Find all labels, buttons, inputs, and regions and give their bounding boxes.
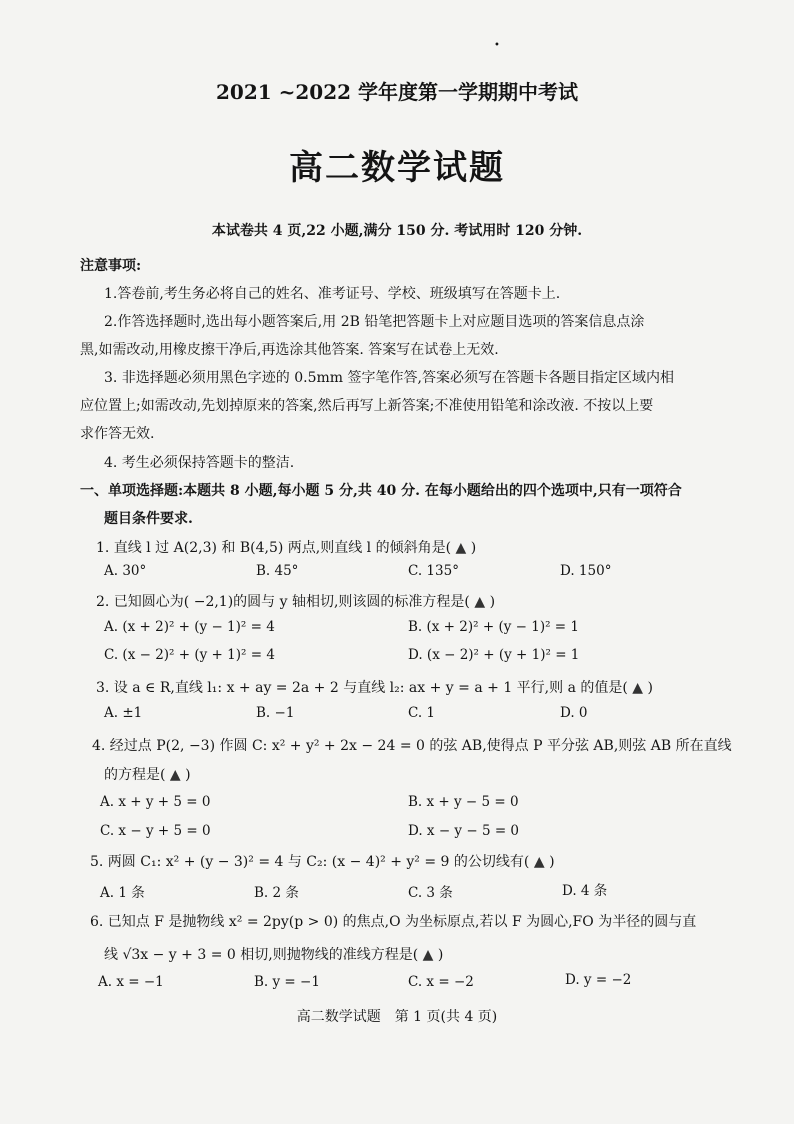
- note-2: 2.作答选择题时,选出每小题答案后,用 2B 铅笔把答题卡上对应题目选项的答案信息点涂: [104, 314, 645, 330]
- answer-mark: ▲: [474, 594, 486, 610]
- note-3-cont: 应位置上;如需改动,先划掉原来的答案,然后再写上新答案;不准使用铅笔和涂改液. 不按以上要: [80, 398, 654, 414]
- q2-option-d: D. (x − 2)² + (y + 1)² = 1: [408, 647, 580, 663]
- q4-option-a: A. x + y + 5 = 0: [100, 794, 211, 810]
- question-1: [96, 537, 476, 557]
- question-4-stem-end: 的方程是(: [104, 767, 166, 783]
- q3-option-a: A. ±1: [104, 705, 143, 721]
- question-5-stem: 5. 两圆 C₁: x² + (y − 3)² = 4 与 C₂: (x − 4)² + y² = 9 的公切线有(: [90, 854, 530, 870]
- question-6-stem-end: 线 √3x − y + 3 = 0 相切,则抛物线的准线方程是(: [104, 947, 419, 963]
- question-6: 6. 已知点 F 是抛物线 x² = 2py(p > 0) 的焦点,O 为坐标原点,若以 F 为圆心,FO 为半径的圆与直: [90, 914, 697, 930]
- exam-info: 本试卷共 4 页,22 小题,满分 150 分. 考试用时 120 分钟.: [211, 223, 583, 239]
- note-1: 1.答卷前,考生务必将自己的姓名、准考证号、学校、班级填写在答题卡上.: [104, 286, 561, 302]
- question-3: [96, 677, 653, 697]
- answer-mark: ▲: [632, 680, 644, 696]
- q3-option-d: D. 0: [560, 705, 588, 721]
- note-4: 4. 考生必须保持答题卡的整洁.: [104, 455, 295, 471]
- close-paren: ): [549, 854, 555, 870]
- close-paren: ): [470, 540, 477, 556]
- q1-option-d: D. 150°: [560, 563, 612, 579]
- note-3: 3. 非选择题必须用黑色字迹的 0.5mm 签字笔作答,答案必须写在答题卡各题目指定区域内相: [104, 370, 674, 386]
- subject-title: 高二数学试题: [289, 148, 505, 188]
- question-5: [90, 851, 555, 871]
- q5-option-a: A. 1 条: [100, 885, 145, 901]
- question-2: [96, 591, 495, 611]
- q6-option-b: B. y = −1: [254, 974, 320, 990]
- note-3-end: 求作答无效.: [80, 426, 155, 442]
- q6-option-a: A. x = −1: [98, 974, 164, 990]
- q6-option-c: C. x = −2: [408, 974, 474, 990]
- q4-option-d: D. x − y − 5 = 0: [408, 823, 520, 839]
- q1-option-c: C. 135°: [408, 563, 459, 579]
- page-footer: 高二数学试题 第 1 页(共 4 页): [296, 1009, 498, 1025]
- q1-option-a: A. 30°: [104, 563, 147, 579]
- question-4: 4. 经过点 P(2, −3) 作圆 C: x² + y² + 2x − 24 = 0 的弦 AB,使得点 P 平分弦 AB,则弦 AB 所在直线: [92, 738, 732, 754]
- question-6-cont: [104, 944, 443, 964]
- answer-mark: ▲: [169, 767, 181, 783]
- q5-option-d: D. 4 条: [562, 883, 608, 899]
- close-paren: ): [647, 680, 653, 696]
- q2-option-b: B. (x + 2)² + (y − 1)² = 1: [408, 619, 579, 635]
- exam-title: 2021 ~2022 学年度第一学期期中考试: [215, 80, 578, 104]
- section-1-heading: 一、单项选择题:本题共 8 小题,每小题 5 分,共 40 分. 在每小题给出的四个选项中,只有一项符合: [80, 483, 682, 499]
- stray-dot: •: [494, 40, 500, 51]
- question-2-stem: 2. 已知圆心为( −2,1)的圆与 y 轴相切,则该圆的标准方程是(: [96, 594, 470, 610]
- q2-option-a: A. (x + 2)² + (y − 1)² = 4: [104, 619, 275, 635]
- close-paren: ): [489, 594, 496, 610]
- question-4-cont: [104, 764, 191, 784]
- q5-option-b: B. 2 条: [254, 885, 299, 901]
- note-2-cont: 黑,如需改动,用橡皮擦干净后,再选涂其他答案. 答案写在试卷上无效.: [80, 342, 499, 358]
- question-3-stem: 3. 设 a ∈ R,直线 l₁: x + ay = 2a + 2 与直线 l₂: ax + y = a + 1 平行,则 a 的值是(: [96, 680, 628, 696]
- close-paren: ): [185, 767, 191, 783]
- answer-mark: ▲: [533, 854, 545, 870]
- answer-mark: ▲: [422, 947, 434, 963]
- notes-heading: 注意事项:: [80, 258, 142, 274]
- section-1-heading-cont: 题目条件要求.: [104, 511, 193, 527]
- q3-option-c: C. 1: [408, 705, 436, 721]
- close-paren: ): [437, 947, 444, 963]
- q6-option-d: D. y = −2: [565, 972, 632, 988]
- q1-option-b: B. 45°: [256, 563, 299, 579]
- q4-option-c: C. x − y + 5 = 0: [100, 823, 211, 839]
- question-1-stem: 1. 直线 l 过 A(2,3) 和 B(4,5) 两点,则直线 l 的倾斜角是(: [96, 540, 452, 556]
- answer-mark: ▲: [455, 540, 467, 556]
- q3-option-b: B. −1: [256, 705, 295, 721]
- q2-option-c: C. (x − 2)² + (y + 1)² = 4: [104, 647, 275, 663]
- q5-option-c: C. 3 条: [408, 885, 453, 901]
- q4-option-b: B. x + y − 5 = 0: [408, 794, 519, 810]
